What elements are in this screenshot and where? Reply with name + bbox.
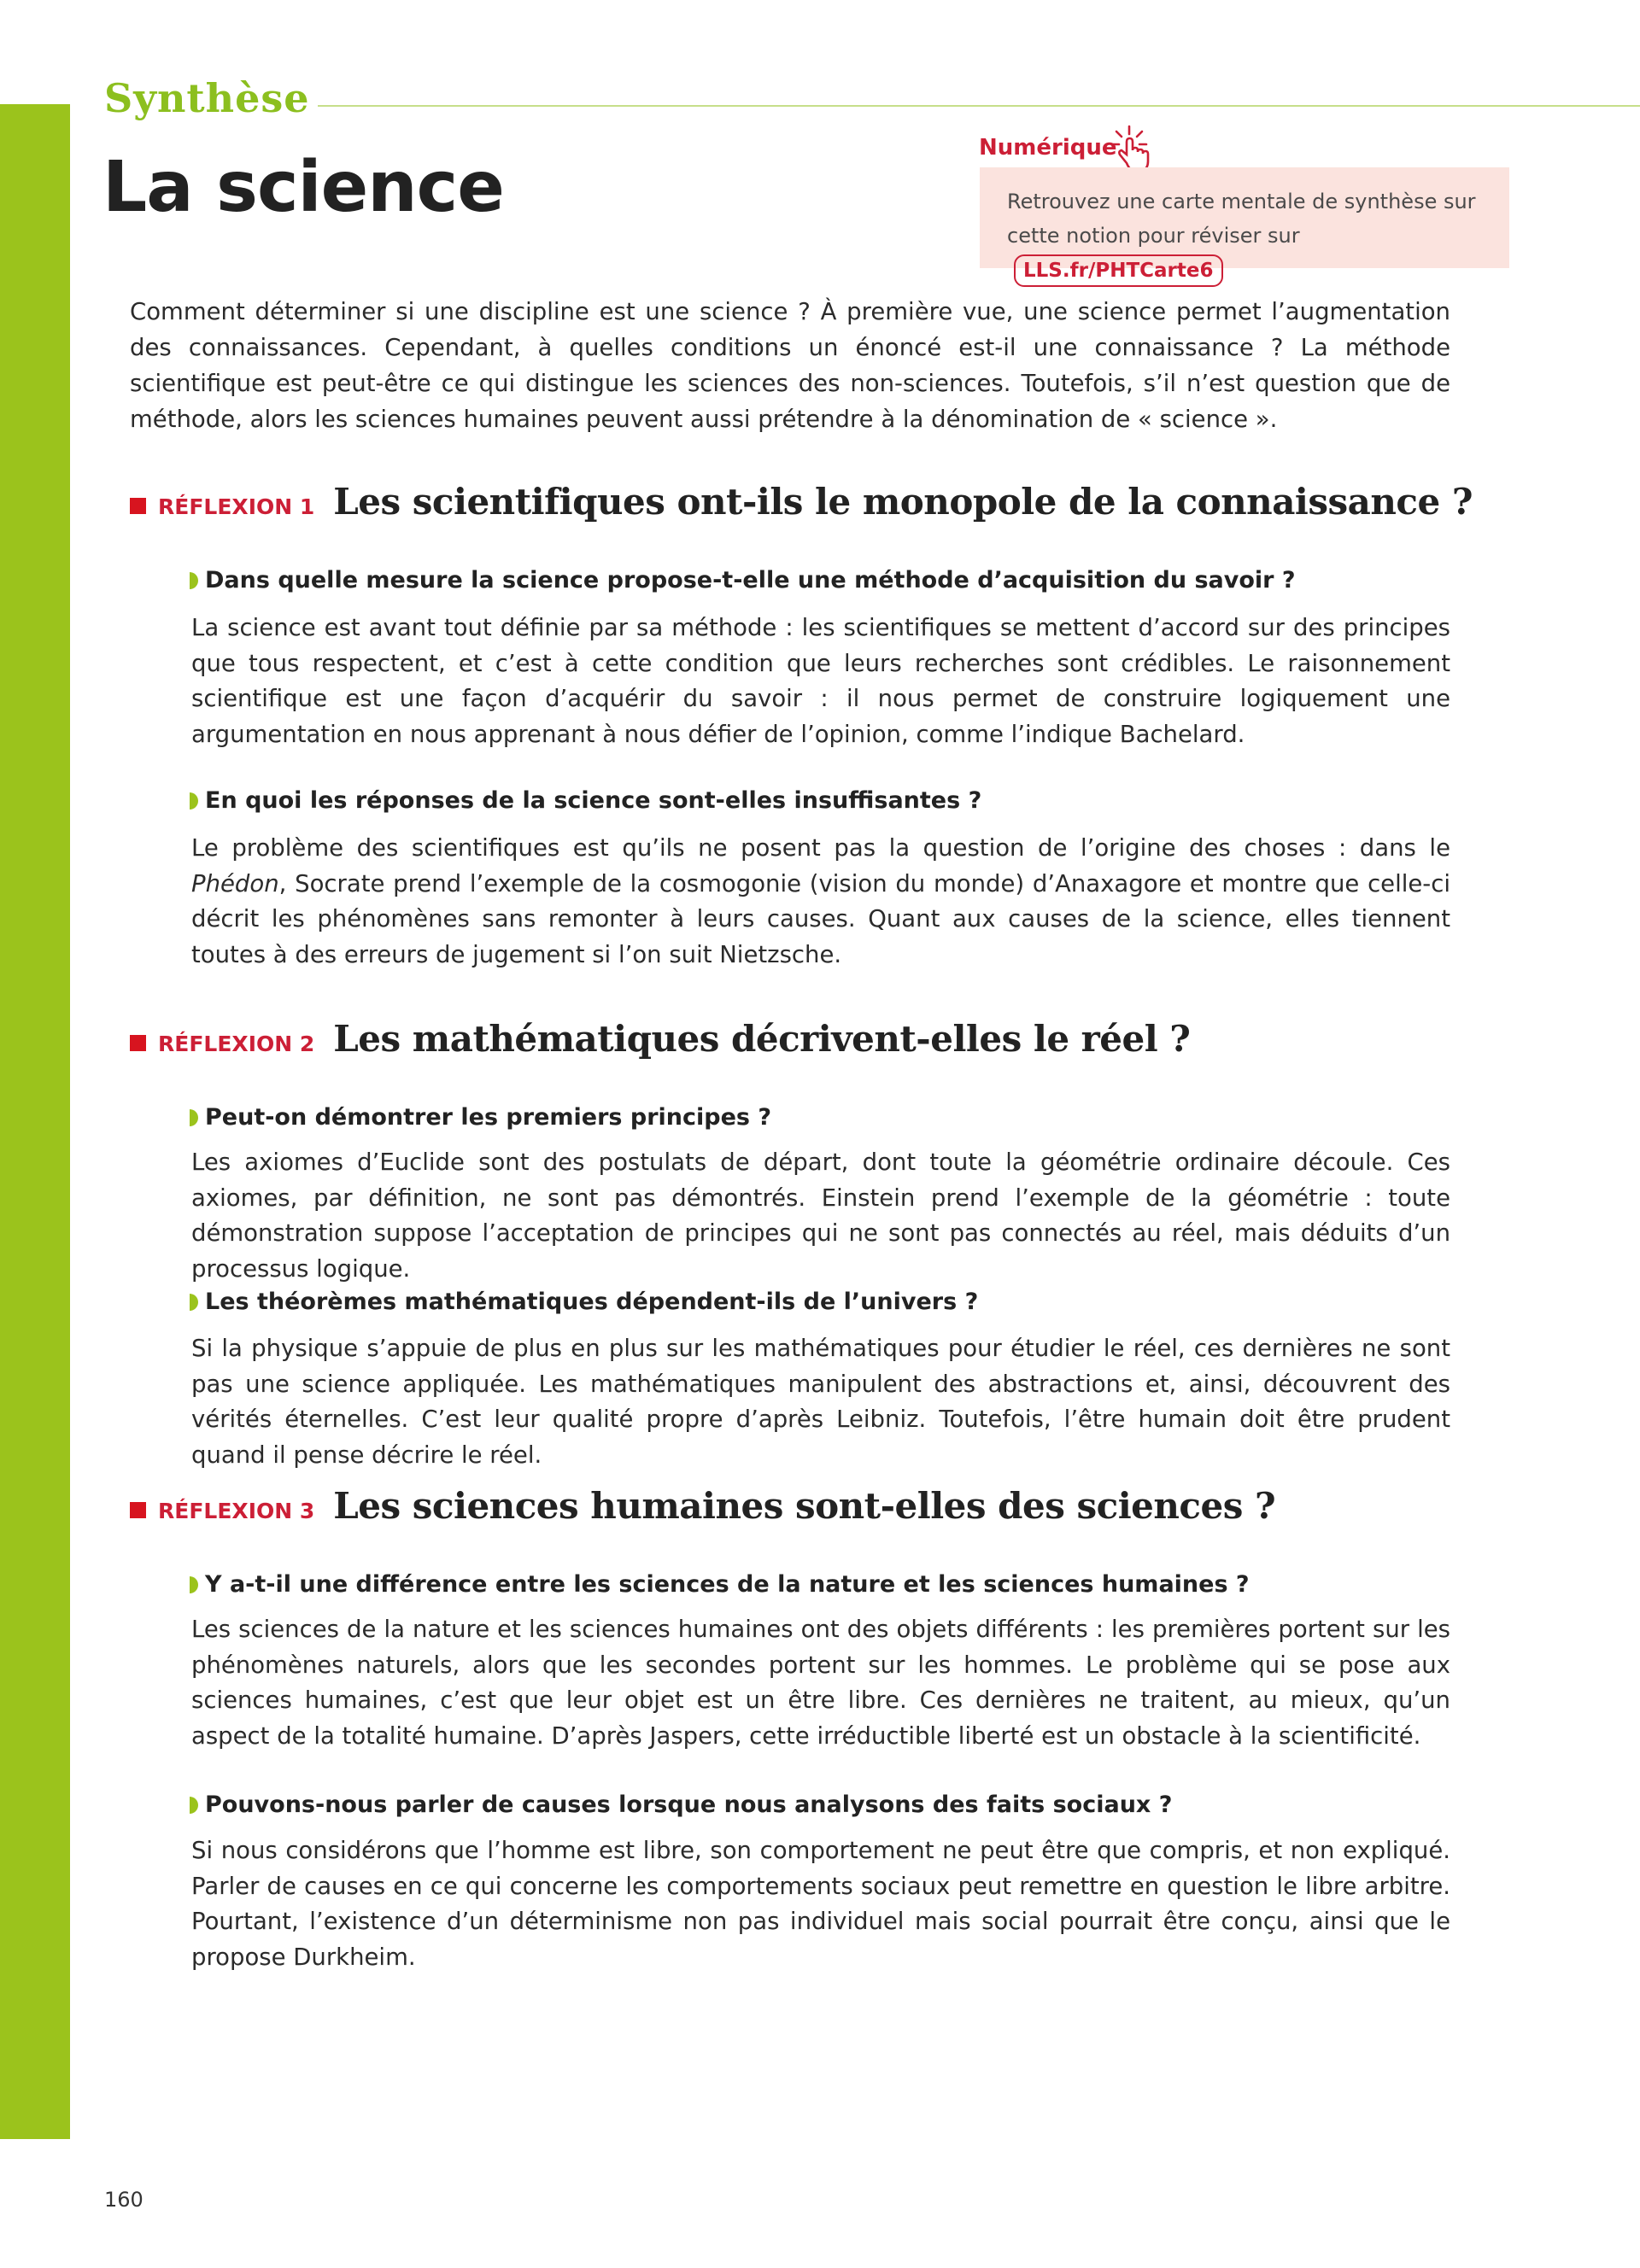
question-body: Si nous considérons que l’homme est libre, son comportement ne peut être que compris, et non expliqué. Parler de causes en ce qui concerne les comportements sociaux peut remettre en question le libre arbitre. Pourtant, l’existence d’un déterminisme non pas individuel mais social pourrait être conçu, ainsi que le propose Durkheim. [191,1837,1450,1971]
bullet-icon [190,572,198,589]
reflexion-tag: RÉFLEXION 3 [158,1499,315,1523]
red-square-icon [130,498,146,514]
section-rule [318,105,1640,107]
question-heading [190,1792,1454,1818]
reflexion-tag: RÉFLEXION 2 [158,1032,315,1056]
intro-paragraph: Comment déterminer si une discipline est une science ? À première vue, une science permet l’augmentation des connaissances. Cependant, à quelles conditions un énoncé est-il une connaissance ? La méthode scientifique est peut-être ce qui distingue les sciences des non-sciences. Toutefois, s’il n’est question que de méthode, alors les sciences humaines peuvent aussi prétendre à la dénomination de « science ». [130,298,1450,433]
reflexion-1-heading [130,481,1473,532]
reflexion-2-heading [130,1018,1190,1069]
question-body [191,831,1450,973]
question-body: Les sciences de la nature et les sciences humaines ont des objets différents : les premières portent sur les phénomènes naturels, alors que les secondes portent sur les hommes. Le problème qui se pose aux sciences humaines, c’est que leur objet est un être libre. Ces dernières ne traitent, au mieux, qu’un aspect de la totalité humaine. D’après Jaspers, cette irréductible liberté est un obstacle à la scientificité. [191,1616,1450,1750]
reflexion-title: Les sciences humaines sont-elles des sciences ? [333,1485,1276,1527]
reflexion-title: Les scientifiques ont-ils le monopole de la connaissance ? [333,481,1473,523]
question-heading-text: Peut-on démontrer les premiers principes ? [205,1104,772,1131]
bullet-icon [190,1294,198,1311]
question-heading-text: Pouvons-nous parler de causes lorsque nous analysons des faits sociaux ? [205,1792,1173,1818]
body-text: , Socrate prend l’exemple de la cosmogonie (vision du monde) d’Anaxagore et montre que celle-ci décrit les phénomènes sans remonter à leurs causes. Quant aux causes de la science, elles tiennent toutes à des erreurs de jugement si l’on suit Nietzsche. [191,869,1450,968]
question-heading-text: Les théorèmes mathématiques dépendent-ils de l’univers ? [205,1289,979,1315]
question-heading [190,567,1454,593]
book-title: Phédon [191,869,279,897]
section-label: Synthèse [104,75,310,121]
bullet-icon [190,792,198,810]
red-square-icon [130,1035,146,1051]
question-heading-text: Dans quelle mesure la science propose-t-elle une méthode d’acquisition du savoir ? [205,567,1296,593]
question-heading [190,1571,1454,1598]
bullet-icon [190,1109,198,1126]
bullet-icon [190,1797,198,1814]
question-heading-text: En quoi les réponses de la science sont-elles insuffisantes ? [205,787,982,814]
reflexion-tag: RÉFLEXION 1 [158,494,315,519]
numerique-description: Retrouvez une carte mentale de synthèse sur cette notion pour réviser sur [1007,190,1476,248]
question-heading [190,1104,1454,1131]
hand-click-icon [1107,124,1160,173]
question-heading-text: Y a-t-il une différence entre les sciences de la nature et les sciences humaines ? [205,1571,1250,1598]
question-body: La science est avant tout définie par sa méthode : les scientifiques se mettent d’accord sur des principes que tous respectent, et c’est à cette condition que leurs recherches sont crédibles. Le raisonnement scientifique est une façon d’acquérir du savoir : il nous permet de construire logiquement une argumentation en nous apprenant à nous défier de l’opinion, comme l’indique Bachelard. [191,614,1450,748]
page-title: La science [102,147,504,228]
red-square-icon [130,1502,146,1518]
bullet-icon [190,1576,198,1593]
question-body: Les axiomes d’Euclide sont des postulats de départ, dont toute la géométrie ordinaire découle. Ces axiomes, par définition, ne sont pas démontrés. Einstein prend l’exemple de la géométrie : toute démonstration suppose l’acceptation de principes qui ne sont pas connectés au réel, mais déduits d’un processus logique. [191,1149,1450,1283]
question-heading [190,787,1454,814]
reflexion-title: Les mathématiques décrivent-elles le réel ? [333,1018,1191,1060]
numerique-link[interactable]: LLS.fr/PHTCarte6 [1014,254,1223,287]
question-body: Si la physique s’appuie de plus en plus sur les mathématiques pour étudier le réel, ces dernières ne sont pas une science appliquée. Les mathématiques manipulent des abstractions et, ainsi, découvrent des vérités éternelles. C’est leur qualité propre d’après Leibniz. Toutefois, l’être humain doit être prudent quand il pense décrire le réel. [191,1335,1450,1469]
numerique-text [1007,184,1494,287]
body-text: Le problème des scientifiques est qu’ils ne posent pas la question de l’origine des choses : dans le [191,834,1450,862]
reflexion-3-heading [130,1485,1275,1536]
page-number: 160 [104,2188,144,2212]
side-color-bar [0,104,70,2139]
question-heading [190,1289,1454,1315]
numerique-label: Numérique [979,135,1117,161]
